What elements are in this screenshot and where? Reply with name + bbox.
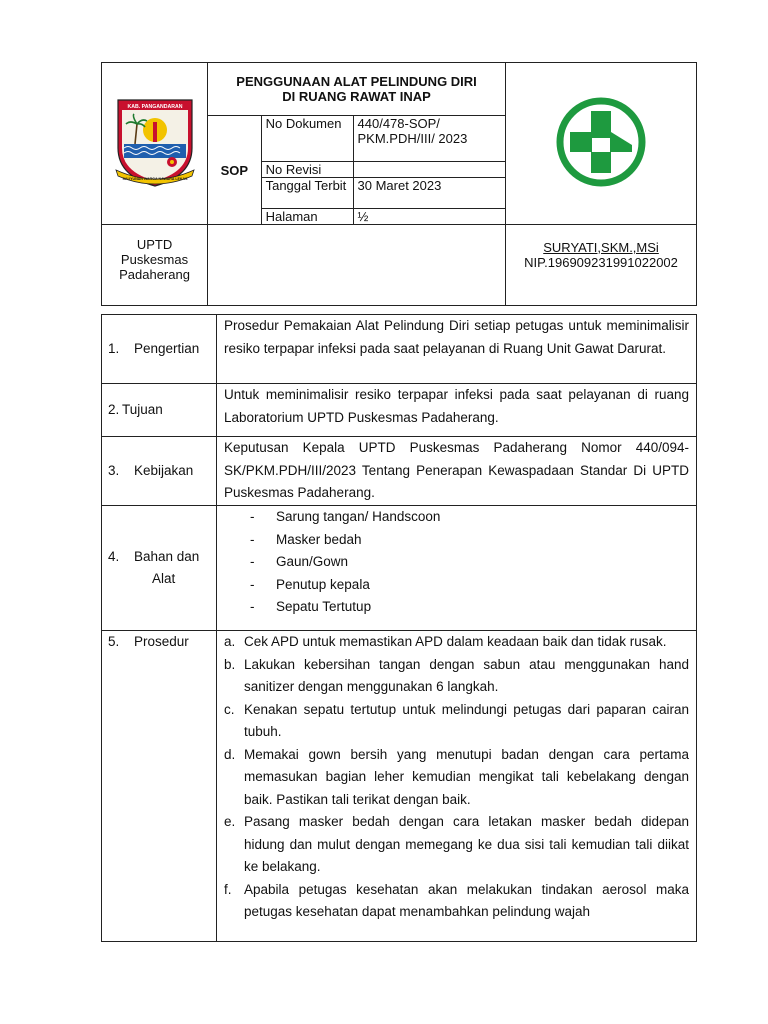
list-item: - Sarung tangan/ Handscoon (250, 506, 689, 529)
field-label-no-revisi: No Revisi (261, 162, 353, 178)
section-label-tujuan (102, 384, 217, 437)
procedure-step (224, 811, 689, 879)
field-value-halaman: ½ (353, 209, 506, 225)
field-label-halaman: Halaman (261, 209, 353, 225)
field-value-tanggal-terbit: 30 Maret 2023 (353, 178, 506, 209)
sop-label: SOP (208, 116, 262, 225)
section-label-kebijakan (102, 437, 217, 506)
step-letter: d. (224, 746, 236, 762)
sop-content-table (101, 314, 697, 942)
procedure-step (224, 699, 689, 744)
signer-nip: NIP.196909231991022002 (524, 255, 678, 270)
step-letter: c. (224, 701, 235, 717)
list-item: - Sepatu Tertutup (250, 596, 689, 619)
signature-cell (506, 225, 697, 306)
section-title: Kebijakan (134, 462, 194, 478)
step-text: Pasang masker bedah dengan cara letakan masker bedah didepan hidung dan mulut dengan memegang ke dua sisi tali kemudian tali diikat ke belakang. (244, 814, 689, 874)
section-label-pengertian (102, 315, 217, 384)
step-letter: a. (224, 634, 236, 649)
section-text-tujuan: Untuk meminimalisir resiko terpapar infeksi pada saat pelayanan di ruang Laboratorium UPTD Puskesmas Padaherang. (217, 384, 697, 437)
section-number: 3. (108, 462, 120, 478)
unit-name-cell (102, 225, 208, 306)
procedure-step (224, 631, 689, 654)
section-title-line-2: Alat (152, 571, 176, 586)
step-text: Kenakan sepatu tertutup untuk melindungi petugas dari paparan cairan tubuh. (244, 701, 689, 739)
section-title: Pengertian (134, 340, 200, 356)
step-text: Memakai gown bersih yang menutupi badan dengan cara pertama memasukan bagian leher kemudian mengikat tali kebelakang dengan baik. Pastikan tali terikat dengan baik. (244, 746, 689, 807)
field-value-no-dokumen: 440/478-SOP/ PKM.PDH/III/ 2023 (353, 116, 506, 162)
section-title: Tujuan (122, 401, 163, 417)
field-label-no-dokumen: No Dokumen (261, 116, 353, 162)
signer-name: SURYATI,SKM.,MSi (543, 240, 659, 255)
unit-name: UPTD Puskesmas Padaherang (119, 237, 190, 282)
pangandaran-emblem-icon (112, 96, 198, 188)
list-item: - Penutup kepala (250, 574, 689, 597)
section-title: Prosedur (134, 634, 189, 649)
section-number: 5. (108, 634, 120, 649)
document-title (208, 63, 506, 116)
step-text: Apabila petugas kesehatan akan melakukan tindakan aerosol maka petugas kesehatan dapat menambahkan pelindung wajah (244, 881, 689, 919)
step-text: Cek APD untuk memastikan APD dalam keadaan baik dan tidak rusak. (244, 634, 667, 649)
emblem-top-text: KAB. PANGANDARAN (127, 104, 183, 110)
section-number: 2. (108, 401, 120, 417)
kemkes-logo-cell (506, 63, 697, 225)
step-letter: b. (224, 656, 236, 672)
district-logo-cell (102, 63, 208, 225)
step-letter: e. (224, 814, 236, 829)
section-text-pengertian: Prosedur Pemakaian Alat Pelindung Diri setiap petugas untuk meminimalisir resiko terpapar infeksi pada saat pelayanan di Ruang Unit Gawat Darurat. (217, 315, 697, 384)
field-value-no-revisi (353, 162, 506, 178)
title-line-1: PENGGUNAAN ALAT PELINDUNG DIRI (236, 74, 477, 89)
section-text-kebijakan: Keputusan Kepala UPTD Puskesmas Padaherang Nomor 440/094-SK/PKM.PDH/III/2023 Tentang Penerapan Kewaspadaan Standar Di UPTD Puskesmas Padaherang. (217, 437, 697, 506)
section-number: 4. (108, 548, 120, 564)
section-title: Bahan dan (134, 548, 200, 564)
list-item: - Gaun/Gown (250, 551, 689, 574)
emblem-bottom-text: SAUYUNAN WARGA NAWARA LEKAS (122, 177, 188, 181)
field-label-tanggal-terbit: Tanggal Terbit (261, 178, 353, 209)
list-item: - Masker bedah (250, 529, 689, 552)
step-letter: f. (224, 881, 232, 897)
title-line-2: DI RUANG RAWAT INAP (282, 89, 431, 104)
sop-header-table (101, 62, 697, 306)
section-label-prosedur (102, 631, 217, 942)
procedure-step (224, 879, 689, 924)
blank-cell (208, 225, 506, 306)
procedure-step (224, 744, 689, 812)
kemkes-cross-logo-icon (549, 97, 653, 187)
section-label-bahan (102, 506, 217, 631)
section-list-bahan (217, 506, 697, 631)
section-steps-prosedur (217, 631, 697, 942)
step-text: Lakukan kebersihan tangan dengan sabun atau menggunakan hand sanitizer dengan menggunakan 6 langkah. (244, 656, 689, 694)
procedure-step (224, 654, 689, 699)
section-number: 1. (108, 340, 120, 356)
